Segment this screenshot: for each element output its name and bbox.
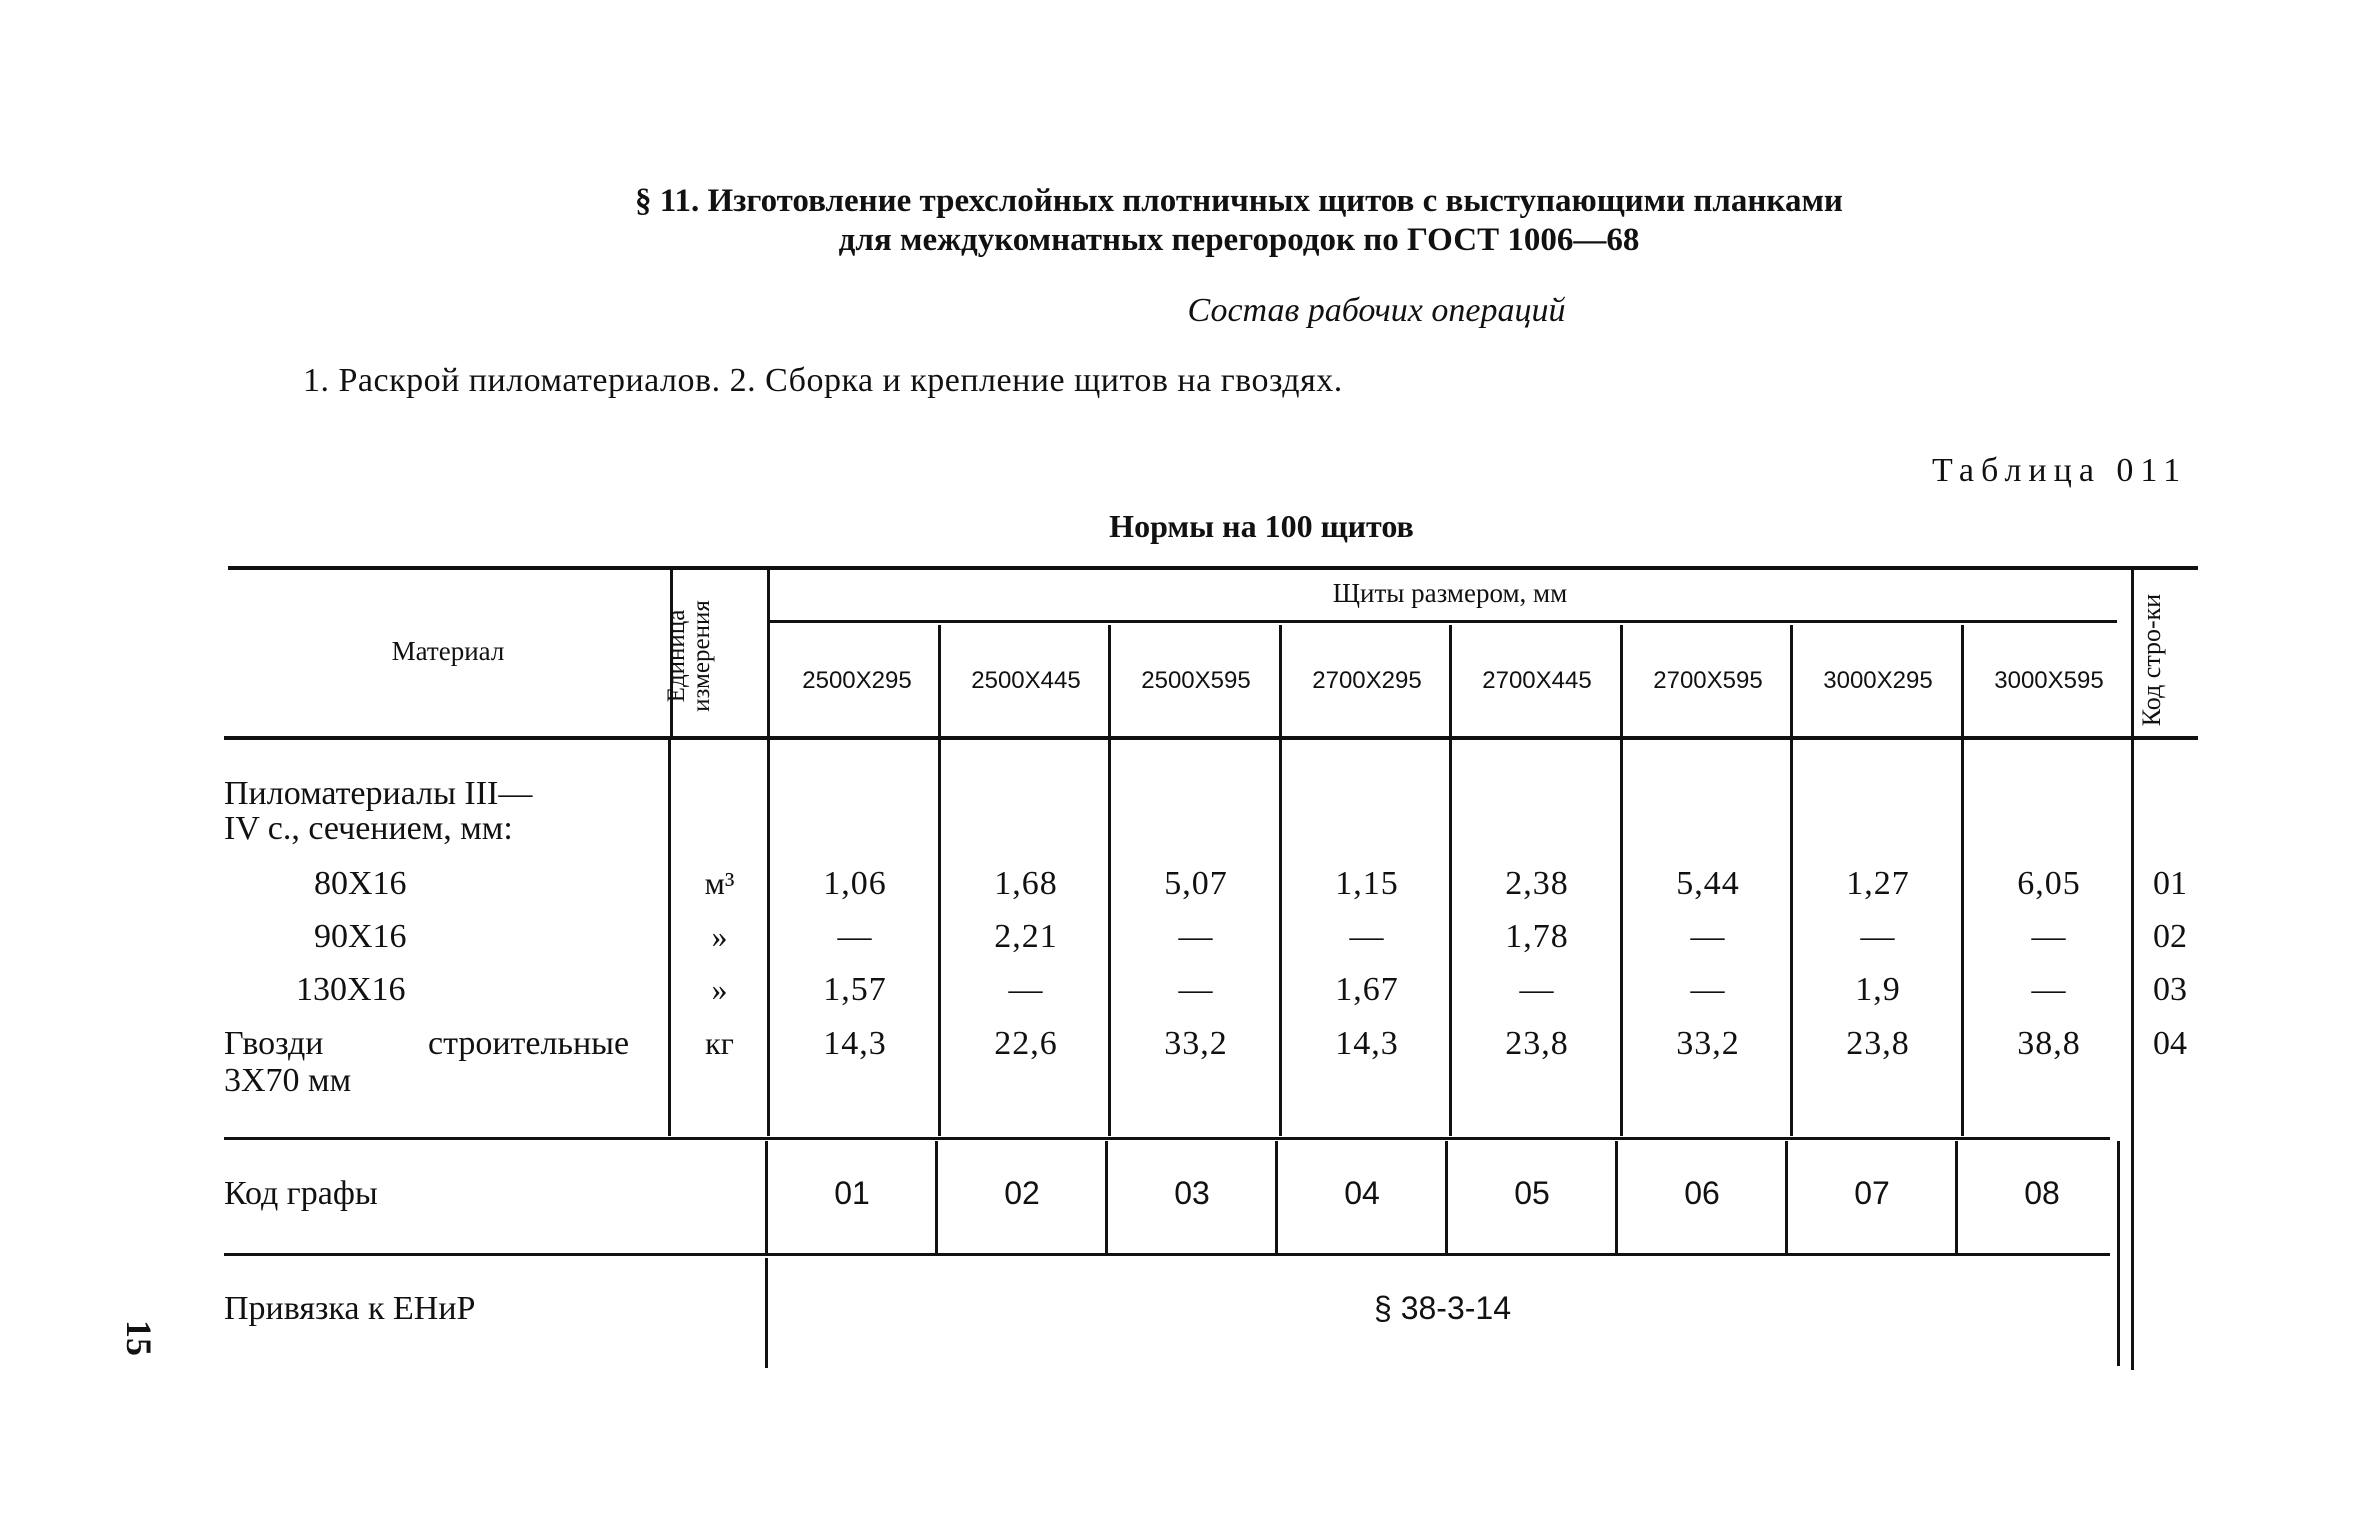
section-title-line-1: § 11. Изготовление трехслойных плотничных щитов с выступающими планками xyxy=(635,183,1843,219)
value-cell: 1,06 xyxy=(823,865,887,902)
header-material: Материал xyxy=(391,636,505,666)
column-code: 07 xyxy=(1854,1175,1890,1211)
value-cell: 2,21 xyxy=(994,918,1058,955)
value-cell: — xyxy=(2031,971,2067,1008)
row-code: 01 xyxy=(2153,865,2187,902)
value-cell: 14,3 xyxy=(1335,1025,1399,1062)
column-code: 03 xyxy=(1174,1175,1210,1211)
value-cell: 1,27 xyxy=(1846,865,1910,902)
column-code: 06 xyxy=(1684,1175,1720,1211)
header-sizes-group: Щиты размером, мм xyxy=(1332,578,1568,608)
body-bottom-rule xyxy=(224,1137,2110,1140)
column-code: 05 xyxy=(1514,1175,1550,1211)
value-cell: 2,38 xyxy=(1505,865,1569,902)
header-size-5: 2700X445 xyxy=(1482,667,1592,694)
group-label-line-1: Пиломатериалы III— xyxy=(224,775,533,812)
value-cell: — xyxy=(1690,918,1726,955)
operations-subtitle: Состав рабочих операций xyxy=(1187,292,1566,329)
value-cell: 1,67 xyxy=(1335,971,1399,1008)
unit-row-1: м³ xyxy=(704,865,735,901)
value-cell: — xyxy=(1690,971,1726,1008)
unit-row-3: » xyxy=(711,971,728,1007)
value-cell: 6,05 xyxy=(2017,865,2081,902)
header-size-3: 2500X595 xyxy=(1141,667,1251,694)
material-80x16: 80X16 xyxy=(314,865,407,902)
header-size-4: 2700X295 xyxy=(1312,667,1422,694)
group-label-line-2: IV с., сечением, мм: xyxy=(224,810,513,847)
enir-label: Привязка к ЕНиР xyxy=(224,1290,476,1327)
value-cell: 1,78 xyxy=(1505,918,1569,955)
codes-bottom-rule xyxy=(224,1253,2110,1256)
value-cell: — xyxy=(1860,918,1896,955)
value-cell: 23,8 xyxy=(1505,1025,1569,1062)
unit-row-4: кг xyxy=(705,1025,734,1061)
column-code: 02 xyxy=(1004,1175,1040,1211)
page-number: 15 xyxy=(119,1320,159,1356)
value-cell: 1,15 xyxy=(1335,865,1399,902)
sizes-group-rule xyxy=(770,620,2117,623)
table-title: Нормы на 100 щитов xyxy=(1109,508,1414,544)
table-top-rule xyxy=(228,566,2198,570)
header-size-6: 2700X595 xyxy=(1653,667,1763,694)
material-130x16: 130X16 xyxy=(296,971,406,1008)
value-cell: 33,2 xyxy=(1676,1025,1740,1062)
row-code: 02 xyxy=(2153,918,2187,955)
value-cell: — xyxy=(1349,918,1385,955)
table-number: Таблица 011 xyxy=(1932,452,2188,489)
value-cell: 33,2 xyxy=(1164,1025,1228,1062)
value-cell: — xyxy=(1178,918,1214,955)
value-cell: 38,8 xyxy=(2017,1025,2081,1062)
value-cell: 23,8 xyxy=(1846,1025,1910,1062)
section-title-line-2: для междукомнатных перегородок по ГОСТ 1006—68 xyxy=(838,222,1640,258)
operations-list: 1. Раскрой пиломатериалов. 2. Сборка и крепление щитов на гвоздях. xyxy=(303,362,1343,399)
material-nails-3: 3X70 мм xyxy=(224,1062,352,1099)
material-nails-1: Гвозди xyxy=(224,1025,324,1062)
value-cell: — xyxy=(1178,971,1214,1008)
value-cell: — xyxy=(1519,971,1555,1008)
value-cell: — xyxy=(1008,971,1044,1008)
material-nails-2: строительные xyxy=(428,1025,630,1062)
header-unit: Единица измерения xyxy=(663,600,715,712)
value-cell: — xyxy=(2031,918,2067,955)
material-90x16: 90X16 xyxy=(314,918,407,955)
col-divider xyxy=(668,740,671,1136)
value-cell: 22,6 xyxy=(994,1025,1058,1062)
header-size-7: 3000X295 xyxy=(1823,667,1933,694)
value-cell: 1,57 xyxy=(823,971,887,1008)
enir-value: § 38-3-14 xyxy=(1374,1290,1511,1326)
header-size-2: 2500X445 xyxy=(971,667,1081,694)
row-code: 03 xyxy=(2153,971,2187,1008)
header-size-1: 2500X295 xyxy=(802,667,912,694)
header-bottom-rule xyxy=(224,736,2198,740)
column-code: 08 xyxy=(2024,1175,2060,1211)
unit-row-2: » xyxy=(711,918,728,954)
header-row-code: Код стро-ки xyxy=(2137,593,2166,727)
value-cell: 1,68 xyxy=(994,865,1058,902)
col-divider xyxy=(765,1258,768,1368)
column-code: 04 xyxy=(1344,1175,1380,1211)
column-code-label: Код графы xyxy=(224,1175,378,1212)
value-cell: — xyxy=(837,918,873,955)
value-cell: 14,3 xyxy=(823,1025,887,1062)
column-code: 01 xyxy=(834,1175,870,1211)
value-cell: 5,44 xyxy=(1676,865,1740,902)
value-cell: 5,07 xyxy=(1164,865,1228,902)
row-code: 04 xyxy=(2153,1025,2187,1062)
header-size-8: 3000X595 xyxy=(1994,667,2104,694)
value-cell: 1,9 xyxy=(1855,971,1901,1008)
